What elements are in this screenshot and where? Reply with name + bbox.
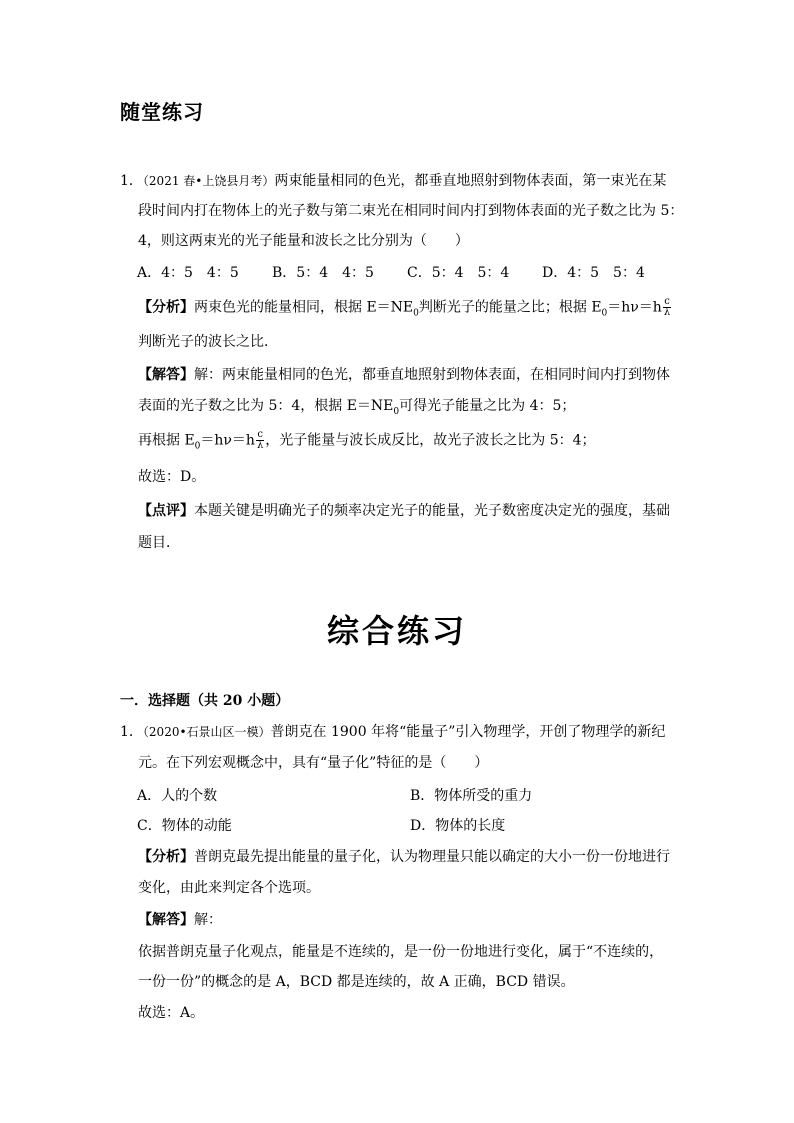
- option-c: C．5：4 5：4: [407, 265, 510, 281]
- answer-line-1: [138, 910, 222, 930]
- answer-text: ，光子能量与波长成反比，故光子波长之比为 5：4；: [265, 432, 596, 449]
- option-b: B．物体所受的重力: [410, 788, 533, 804]
- option-d: D．物体的长度: [410, 818, 506, 834]
- fraction-numerator: c: [664, 296, 670, 307]
- answer-line-3: 一份一份”的概念的是 A，BCD 都是连续的，故 A 正确，BCD 错误。: [138, 974, 575, 990]
- analysis-text: 判断光子的能量之比；根据 E: [418, 299, 602, 316]
- option-d: D．4：5 5：4: [542, 265, 645, 281]
- question-1-options: [137, 262, 677, 282]
- analysis-line-2: 判断光子的波长之比．: [138, 334, 278, 350]
- answer-text: ＝hν＝h: [200, 432, 255, 449]
- section-title-practice: 随堂练习: [120, 100, 204, 124]
- question-number: 1．: [120, 724, 143, 740]
- question-stem: 两束能量相同的色光，都垂直地照射到物体表面，第一束光在某: [274, 173, 667, 189]
- analysis-text: 两束色光的能量相同，根据 E＝NE: [194, 299, 414, 316]
- answer-text: 可得光子能量之比为 4：5；: [399, 398, 576, 414]
- option-b: B．5：4 4：5: [272, 265, 374, 281]
- analysis-text: ＝hν＝h: [607, 299, 662, 316]
- analysis-tag: 【分析】: [138, 299, 194, 316]
- answer-text: 再根据 E: [138, 432, 195, 449]
- answer-line-2: [138, 396, 575, 422]
- analysis-line-1: [138, 297, 672, 323]
- comment-tag: 【点评】: [138, 503, 194, 519]
- comment-line-1: [138, 501, 670, 521]
- analysis-line-2: 变化，由此来判定各个选项。: [138, 880, 320, 896]
- fraction-denominator: λ: [663, 307, 671, 318]
- question-source: （2020•石景山区一模）: [142, 725, 271, 739]
- analysis-text: 普朗克最先提出能量的量子化，认为物理量只能以确定的大小一份一份地进行: [194, 849, 670, 865]
- subscript: 0: [194, 441, 201, 452]
- question-2-line-2: 元。在下列宏观概念中，具有“量子化”特征的是（ ）: [138, 755, 489, 771]
- answer-text: 表面的光子数之比为 5：4，根据 E＝NE: [138, 398, 394, 414]
- question-source: （2021 春•上饶县月考）: [142, 174, 275, 188]
- option-c: C．物体的动能: [137, 818, 232, 834]
- question-1-line-3: 4，则这两束光的光子能量和波长之比分别为（ ）: [138, 233, 469, 249]
- subscript: 0: [393, 406, 400, 417]
- fraction-denominator: λ: [256, 440, 264, 451]
- option-a: A．4：5 4：5: [137, 265, 239, 281]
- fraction-c-over-lambda: [663, 297, 671, 318]
- choice-line: 故选：D。: [138, 469, 206, 485]
- answer-line-3: [138, 430, 596, 456]
- comment-line-2: 题目．: [138, 535, 180, 551]
- question-2-line-1: [120, 722, 665, 742]
- answer-text: 解：: [194, 912, 222, 928]
- analysis-tag: 【分析】: [138, 849, 194, 865]
- question-stem: 普朗克在 1900 年将“能量子”引入物理学，开创了物理学的新纪: [270, 724, 666, 740]
- subscript: 0: [413, 308, 419, 319]
- question-1-line-1: [120, 171, 666, 191]
- question-1-line-2: 段时间内打在物体上的光子数与第二束光在相同时间内打到物体表面的光子数之比为 5：: [138, 203, 684, 219]
- option-a: A．人的个数: [137, 788, 218, 804]
- analysis-line-1: [138, 847, 670, 867]
- section-title-comprehensive: 综合练习: [326, 612, 467, 650]
- answer-text: 解：两束能量相同的色光，都垂直地照射到物体表面，在相同时间内打到物体: [194, 367, 670, 383]
- answer-line-1: [138, 365, 670, 385]
- question-number: 1．: [120, 173, 143, 189]
- choice-line: 故选：A。: [138, 1005, 205, 1021]
- category-heading: 一．选择题（共 20 小题）: [120, 693, 290, 709]
- answer-line-2: 依据普朗克量子化观点，能量是不连续的，是一份一份地进行变化，属于“不连续的，: [138, 944, 664, 960]
- subscript: 0: [601, 308, 608, 319]
- answer-tag: 【解答】: [138, 912, 194, 928]
- answer-tag: 【解答】: [138, 367, 194, 383]
- comment-text: 本题关键是明确光子的频率决定光子的能量，光子数密度决定光的强度，基础: [194, 503, 670, 519]
- fraction-c-over-lambda: [256, 430, 264, 451]
- fraction-numerator: c: [257, 429, 263, 440]
